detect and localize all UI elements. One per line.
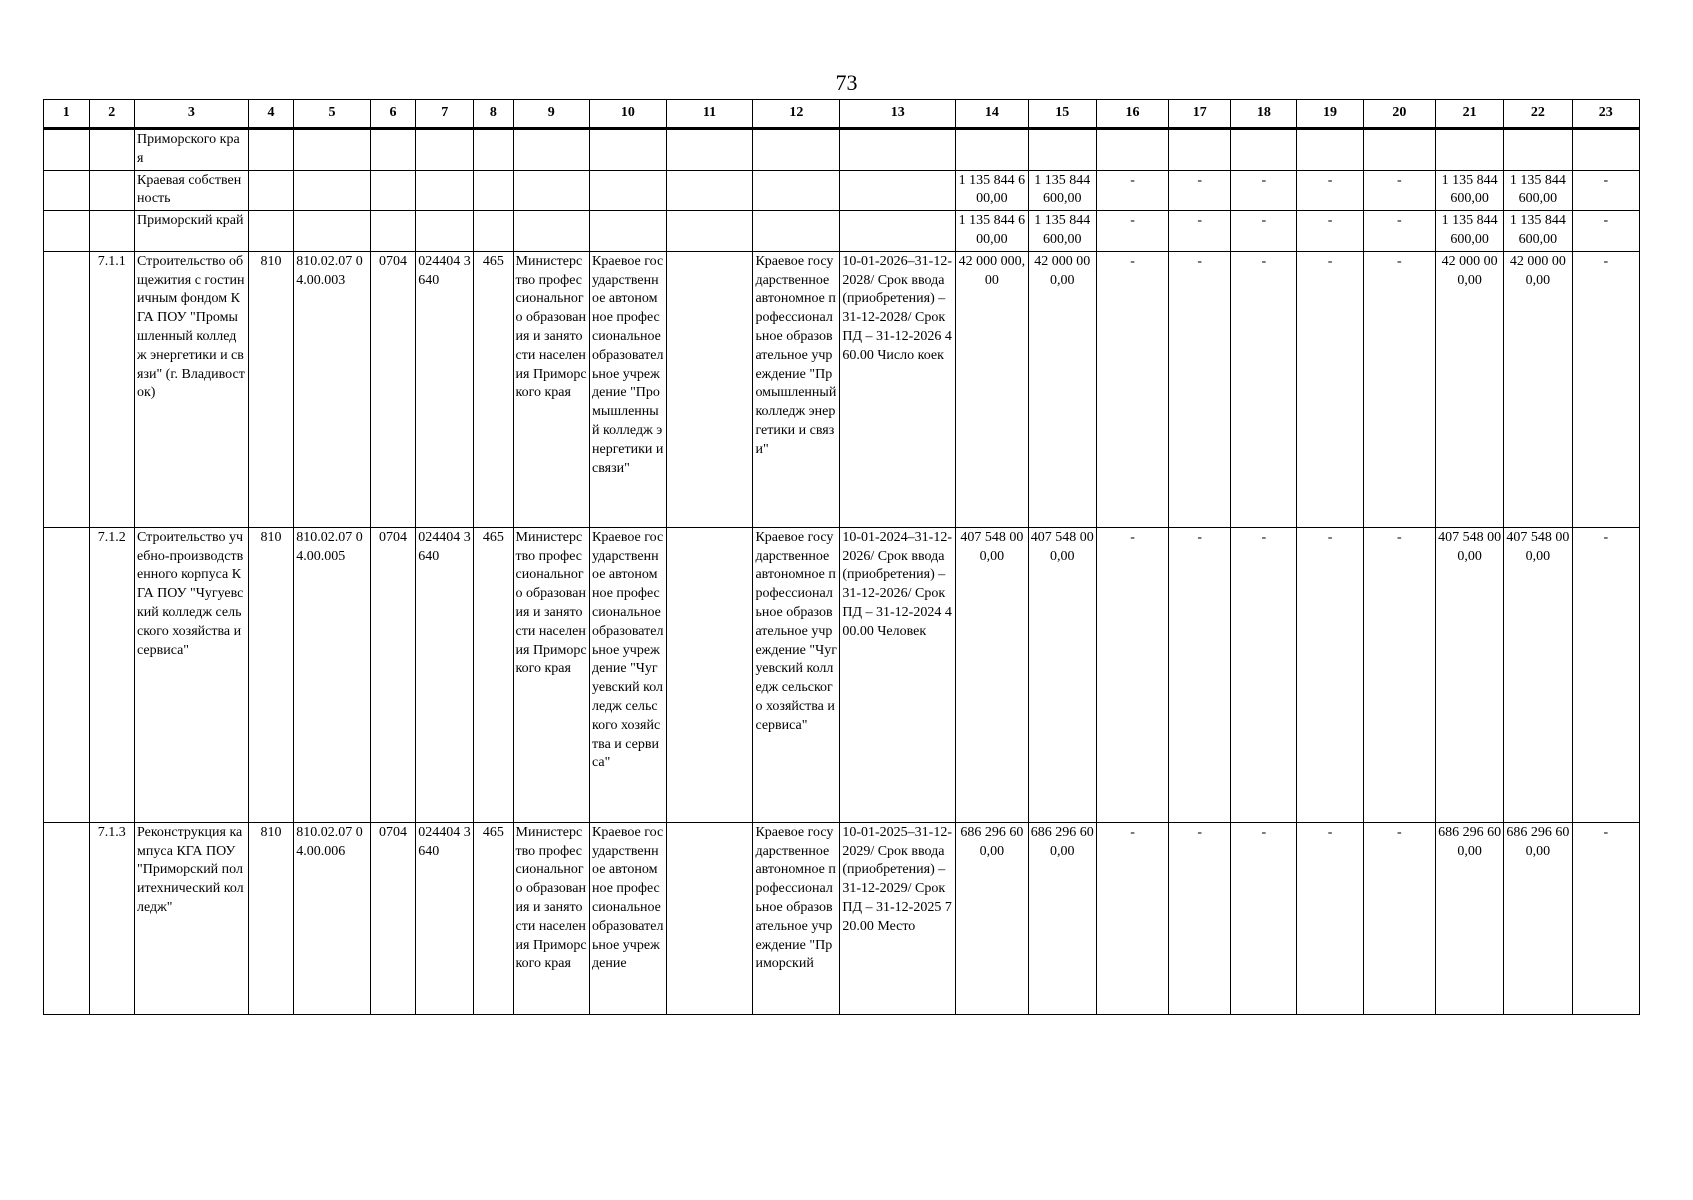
table-cell — [89, 129, 135, 171]
table-cell: 465 — [474, 251, 513, 527]
table-cell — [1504, 129, 1572, 171]
table-cell: 1 135 844 600,00 — [1436, 211, 1504, 252]
table-cell — [294, 129, 371, 171]
table-cell — [370, 170, 416, 211]
table-cell: - — [1572, 211, 1639, 252]
table-cell — [294, 211, 371, 252]
table-cell: 1 135 844 600,00 — [1504, 211, 1572, 252]
table-cell: - — [1096, 211, 1168, 252]
table-cell: Краевое государственное автономное профессиональное образовательное учреждение — [590, 822, 667, 1014]
table-cell — [1297, 129, 1363, 171]
table-cell: 465 — [474, 822, 513, 1014]
table-cell: - — [1297, 527, 1363, 822]
table-row — [44, 527, 1640, 822]
table-cell: - — [1363, 211, 1435, 252]
header-cell: 2 — [89, 100, 135, 129]
header-cell: 13 — [840, 100, 956, 129]
header-cell: 11 — [666, 100, 753, 129]
table-cell: Министерство профессионального образования и занятости населения Приморского края — [513, 822, 590, 1014]
page-number: 73 — [835, 70, 858, 95]
header-cell: 16 — [1096, 100, 1168, 129]
table-cell: 42 000 000,00 — [1028, 251, 1096, 527]
table-cell: - — [1096, 527, 1168, 822]
table-cell: - — [1096, 251, 1168, 527]
table-cell: - — [1096, 822, 1168, 1014]
header-cell: 7 — [416, 100, 474, 129]
table-cell: 10-01-2025–31-12-2029/ Срок ввода (приобретения) – 31-12-2029/ Срок ПД – 31-12-2025 720.00 Место — [840, 822, 956, 1014]
table-cell: 7.1.2 — [89, 527, 135, 822]
table-cell: - — [1231, 822, 1297, 1014]
table-cell: 0704 — [370, 527, 416, 822]
table-cell — [513, 129, 590, 171]
table-cell: 024404 3640 — [416, 527, 474, 822]
header-cell: 4 — [248, 100, 294, 129]
table-cell: - — [1363, 822, 1435, 1014]
table-cell: - — [1297, 170, 1363, 211]
table-row — [44, 251, 1640, 527]
header-cell: 18 — [1231, 100, 1297, 129]
table-cell — [840, 211, 956, 252]
table-cell — [416, 170, 474, 211]
header-row — [44, 100, 1640, 129]
header-cell: 6 — [370, 100, 416, 129]
header-cell: 22 — [1504, 100, 1572, 129]
header-cell: 9 — [513, 100, 590, 129]
table-cell: 42 000 000,00 — [956, 251, 1028, 527]
table-cell: Краевое государственное автономное профессиональное образовательное учреждение "Чугуевский колледж сельского хозяйства и сервиса" — [590, 527, 667, 822]
table-cell: Министерство профессионального образования и занятости населения Приморского края — [513, 251, 590, 527]
table-cell — [753, 170, 840, 211]
table-cell: Приморский край — [135, 211, 249, 252]
table-cell: 810.02.07 04.00.006 — [294, 822, 371, 1014]
table-cell: 024404 3640 — [416, 251, 474, 527]
table-cell: 686 296 600,00 — [1436, 822, 1504, 1014]
table-cell: - — [1231, 527, 1297, 822]
table-cell — [513, 211, 590, 252]
table-cell: Строительство общежития с гостиничным фондом КГА ПОУ "Промышленный колледж энергетики и связи" (г. Владивосток) — [135, 251, 249, 527]
table-cell — [753, 129, 840, 171]
table-cell — [1436, 129, 1504, 171]
table-cell: 42 000 000,00 — [1504, 251, 1572, 527]
table-cell — [44, 251, 90, 527]
header-cell: 10 — [590, 100, 667, 129]
table-cell — [666, 129, 753, 171]
table-cell: Строительство учебно-производственного корпуса КГА ПОУ "Чугуевский колледж сельского хозяйства и сервиса" — [135, 527, 249, 822]
table-cell — [44, 822, 90, 1014]
table-cell: 1 135 844 600,00 — [956, 211, 1028, 252]
table-cell: 810.02.07 04.00.003 — [294, 251, 371, 527]
table-cell — [590, 129, 667, 171]
table-cell: 407 548 000,00 — [1436, 527, 1504, 822]
table-cell — [474, 211, 513, 252]
table-cell: 1 135 844 600,00 — [1028, 170, 1096, 211]
table-cell: - — [1169, 251, 1231, 527]
table-cell: 407 548 000,00 — [1504, 527, 1572, 822]
table-cell: - — [1297, 251, 1363, 527]
table-cell — [666, 822, 753, 1014]
table-cell — [1231, 129, 1297, 171]
table-cell — [44, 211, 90, 252]
table-cell: 810 — [248, 822, 294, 1014]
table-cell — [590, 170, 667, 211]
table-cell: - — [1231, 251, 1297, 527]
header-cell: 15 — [1028, 100, 1096, 129]
header-cell: 20 — [1363, 100, 1435, 129]
table-cell: 1 135 844 600,00 — [1436, 170, 1504, 211]
table-row — [44, 822, 1640, 1014]
table-cell — [370, 129, 416, 171]
table-row — [44, 129, 1640, 171]
table-cell: - — [1169, 211, 1231, 252]
table-cell: - — [1363, 251, 1435, 527]
budget-table — [43, 99, 1640, 1015]
table-cell — [294, 170, 371, 211]
table-cell — [1572, 129, 1639, 171]
table-cell: 1 135 844 600,00 — [1504, 170, 1572, 211]
table-cell: 10-01-2026–31-12-2028/ Срок ввода (приобретения) – 31-12-2028/ Срок ПД – 31-12-2026 460.00 Число коек — [840, 251, 956, 527]
table-cell — [513, 170, 590, 211]
table-cell: 686 296 600,00 — [956, 822, 1028, 1014]
table-cell: 810.02.07 04.00.005 — [294, 527, 371, 822]
table-cell — [666, 251, 753, 527]
table-cell: Краевое государственное автономное профессиональное образовательное учреждение "Промышленный колледж энергетики и связи" — [753, 251, 840, 527]
table-row — [44, 170, 1640, 211]
table-cell — [370, 211, 416, 252]
header-cell: 12 — [753, 100, 840, 129]
table-cell: 7.1.1 — [89, 251, 135, 527]
table-cell: - — [1169, 822, 1231, 1014]
table-cell: Министерство профессионального образования и занятости населения Приморского края — [513, 527, 590, 822]
header-cell: 17 — [1169, 100, 1231, 129]
table-cell — [840, 129, 956, 171]
table-cell: - — [1572, 251, 1639, 527]
header-cell: 8 — [474, 100, 513, 129]
table-cell — [666, 211, 753, 252]
table-cell: - — [1572, 527, 1639, 822]
table-cell: 0704 — [370, 251, 416, 527]
table-cell — [416, 211, 474, 252]
table-cell: Реконструкция кампуса КГА ПОУ "Приморский политехнический колледж" — [135, 822, 249, 1014]
table-cell — [44, 129, 90, 171]
table-cell: Краевое государственное автономное профессиональное образовательное учреждение "Приморский — [753, 822, 840, 1014]
table-cell: 810 — [248, 527, 294, 822]
table-cell: - — [1572, 822, 1639, 1014]
table-cell: 810 — [248, 251, 294, 527]
table-cell: - — [1297, 211, 1363, 252]
table-cell — [956, 129, 1028, 171]
header-cell: 23 — [1572, 100, 1639, 129]
table-cell — [666, 170, 753, 211]
table-cell — [248, 170, 294, 211]
table-cell: - — [1231, 211, 1297, 252]
table-cell — [44, 527, 90, 822]
table-cell — [590, 211, 667, 252]
table-cell — [248, 129, 294, 171]
table-cell: 0704 — [370, 822, 416, 1014]
table-cell: - — [1096, 170, 1168, 211]
table-cell: 686 296 600,00 — [1504, 822, 1572, 1014]
table-cell — [666, 527, 753, 822]
header-cell: 14 — [956, 100, 1028, 129]
table-cell — [1363, 129, 1435, 171]
table-cell: Приморского края — [135, 129, 249, 171]
table-row — [44, 211, 1640, 252]
table-cell: - — [1572, 170, 1639, 211]
table-cell: - — [1169, 527, 1231, 822]
table-cell: - — [1363, 170, 1435, 211]
table-cell — [1028, 129, 1096, 171]
table-cell: 024404 3640 — [416, 822, 474, 1014]
header-cell: 1 — [44, 100, 90, 129]
table-cell: 686 296 600,00 — [1028, 822, 1096, 1014]
table-cell — [44, 170, 90, 211]
table-cell — [89, 211, 135, 252]
table-cell: 465 — [474, 527, 513, 822]
table-cell: Краевое государственное автономное профессиональное образовательное учреждение "Чугуевский колледж сельского хозяйства и сервиса" — [753, 527, 840, 822]
table-cell: 10-01-2024–31-12-2026/ Срок ввода (приобретения) – 31-12-2026/ Срок ПД – 31-12-2024 400.00 Человек — [840, 527, 956, 822]
table-cell: Краевая собственность — [135, 170, 249, 211]
table-cell: - — [1363, 527, 1435, 822]
header-cell: 5 — [294, 100, 371, 129]
header-cell: 3 — [135, 100, 249, 129]
table-cell — [753, 211, 840, 252]
table-cell — [89, 170, 135, 211]
table-cell: Краевое государственное автономное профессиональное образовательное учреждение "Промышленный колледж энергетики и связи" — [590, 251, 667, 527]
header-cell: 21 — [1436, 100, 1504, 129]
table-cell: - — [1231, 170, 1297, 211]
table-cell: 1 135 844 600,00 — [956, 170, 1028, 211]
table-cell — [474, 170, 513, 211]
table-cell — [416, 129, 474, 171]
table-cell: 407 548 000,00 — [1028, 527, 1096, 822]
header-cell: 19 — [1297, 100, 1363, 129]
table-cell — [1096, 129, 1168, 171]
table-cell: 1 135 844 600,00 — [1028, 211, 1096, 252]
table-cell — [248, 211, 294, 252]
table-cell: 42 000 000,00 — [1436, 251, 1504, 527]
table-cell: - — [1297, 822, 1363, 1014]
table-cell — [840, 170, 956, 211]
table-cell — [1169, 129, 1231, 171]
table-cell: - — [1169, 170, 1231, 211]
table-cell: 7.1.3 — [89, 822, 135, 1014]
table-cell — [474, 129, 513, 171]
table-cell: 407 548 000,00 — [956, 527, 1028, 822]
